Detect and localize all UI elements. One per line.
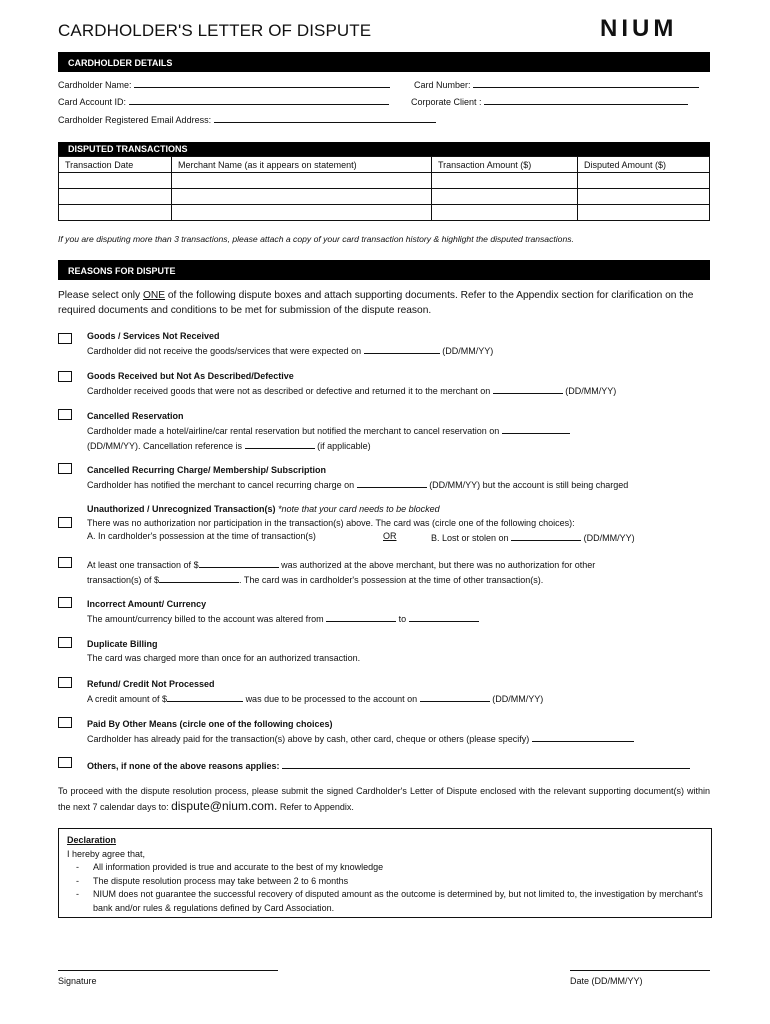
authorized-amount-line[interactable]: [199, 558, 279, 568]
reason-body-goods-not-received: Cardholder did not receive the goods/services that were expected on (DD/MM/YY): [87, 346, 494, 356]
declaration-item: - The dispute resolution process may take between 2 to 6 months: [67, 875, 703, 889]
registered-email-line[interactable]: [214, 113, 436, 123]
signature-line[interactable]: [58, 970, 278, 971]
checkbox-unauthorized[interactable]: [58, 517, 72, 528]
table-row[interactable]: [59, 189, 710, 205]
other-amount-line[interactable]: [159, 573, 239, 583]
date-line[interactable]: [570, 970, 710, 971]
cardholder-name-label: Cardholder Name:: [58, 80, 132, 90]
table-row[interactable]: [59, 173, 710, 189]
disputed-transactions-heading: DISPUTED TRANSACTIONS: [58, 142, 710, 156]
checkbox-paid-other-means[interactable]: [58, 717, 72, 728]
returned-date-line[interactable]: [493, 384, 563, 394]
refund-date-line[interactable]: [420, 692, 490, 702]
checkbox-incorrect-amount[interactable]: [58, 597, 72, 608]
registered-email-field[interactable]: [58, 113, 436, 125]
col-transaction-amount: Transaction Amount ($): [432, 157, 578, 173]
date-label: Date (DD/MM/YY): [570, 976, 643, 986]
table-cell[interactable]: [172, 189, 432, 205]
reason-title-goods-not-received: Goods / Services Not Received: [87, 331, 220, 341]
checkbox-partial-authorization[interactable]: [58, 557, 72, 568]
reason-title-incorrect-amount: Incorrect Amount/ Currency: [87, 599, 207, 609]
checkbox-not-as-described[interactable]: [58, 371, 72, 382]
credit-amount-line[interactable]: [167, 692, 243, 702]
cardholder-name-field[interactable]: [58, 78, 390, 90]
cardholder-details-heading: CARDHOLDER DETAILS: [58, 52, 710, 72]
table-cell[interactable]: [578, 205, 710, 221]
corporate-client-field[interactable]: [411, 95, 688, 107]
table-cell[interactable]: [172, 205, 432, 221]
recurring-cancel-date-line[interactable]: [357, 478, 427, 488]
card-number-label: Card Number:: [414, 80, 471, 90]
reason-body-duplicate-billing: The card was charged more than once for an authorized transaction.: [87, 653, 361, 663]
table-cell[interactable]: [432, 189, 578, 205]
card-number-line[interactable]: [473, 78, 699, 88]
unauthorized-choice-b[interactable]: B. Lost or stolen on (DD/MM/YY): [431, 533, 635, 543]
table-cell[interactable]: [432, 205, 578, 221]
reason-title-not-as-described: Goods Received but Not As Described/Defective: [87, 371, 294, 381]
registered-email-label: Cardholder Registered Email Address:: [58, 115, 212, 125]
reasons-intro: Please select only ONE of the following dispute boxes and attach supporting documents. Refer to the Appendix section for clarification on the required documents and conditions to be met for submission of the dispute reason.: [58, 290, 694, 316]
reason-title-cancelled-reservation: Cancelled Reservation: [87, 411, 184, 421]
reason-title-paid-other-means: Paid By Other Means (circle one of the following choices): [87, 719, 333, 729]
declaration-lead: I hereby agree that,: [67, 848, 146, 859]
reason-title-duplicate-billing: Duplicate Billing: [87, 639, 158, 649]
dispute-email[interactable]: dispute@nium.com.: [171, 799, 278, 813]
reason-body-unauthorized: There was no authorization nor participation in the transaction(s) above. The card was (circle one of the following choices):: [87, 518, 575, 528]
table-cell[interactable]: [432, 173, 578, 189]
col-disputed-amount: Disputed Amount ($): [578, 157, 710, 173]
checkbox-goods-not-received[interactable]: [58, 333, 72, 344]
page-title: CARDHOLDER'S LETTER OF DISPUTE: [58, 21, 372, 40]
unauthorized-or-label: OR: [383, 531, 397, 541]
checkbox-cancelled-recurring[interactable]: [58, 463, 72, 474]
checkbox-cancelled-reservation[interactable]: [58, 409, 72, 420]
card-account-id-line[interactable]: [129, 95, 389, 105]
card-account-id-field[interactable]: [58, 95, 389, 107]
corporate-client-label: Corporate Client :: [411, 97, 482, 107]
checkbox-duplicate-billing[interactable]: [58, 637, 72, 648]
reason-body-refund-not-processed: A credit amount of $ was due to be processed to the account on (DD/MM/YY): [87, 694, 544, 704]
reason-others-field[interactable]: [87, 759, 690, 771]
block-card-note: *note that your card needs to be blocked: [278, 504, 440, 514]
reason-body-not-as-described: Cardholder received goods that were not as described or defective and returned it to the merchant on (DD/MM/YY): [87, 386, 617, 396]
col-merchant-name: Merchant Name (as it appears on statement): [172, 157, 432, 173]
declaration-item: - NIUM does not guarantee the successful recovery of disputed amount as the outcome is determined by, but not limited to, the investigation by merchant's bank and/or rules & regulations defined by Card Association.: [67, 888, 703, 915]
altered-to-line[interactable]: [409, 612, 479, 622]
nium-logo: NIUM: [600, 15, 678, 42]
corporate-client-line[interactable]: [484, 95, 688, 105]
declaration-box: [58, 828, 712, 918]
submission-instructions: To proceed with the dispute resolution process, please submit the signed Cardholder's Letter of Dispute enclosed with the relevant supporting document(s) within the next 7 calendar days to: dispute@nium.com. Refer to Appendix.: [58, 786, 710, 813]
checkbox-refund-not-processed[interactable]: [58, 677, 72, 688]
table-cell[interactable]: [172, 173, 432, 189]
expected-date-line[interactable]: [364, 344, 440, 354]
reason-body-paid-other-means: Cardholder has already paid for the transaction(s) above by cash, other card, cheque or others (please specify): [87, 732, 711, 747]
others-reason-line[interactable]: [282, 759, 690, 769]
reason-body-cancelled-reservation: Cardholder made a hotel/airline/car rental reservation but notified the merchant to cancel reservation on (DD/MM/YY). Cancellation reference is (if applicable): [87, 424, 711, 453]
cardholder-name-line[interactable]: [134, 78, 390, 88]
table-cell[interactable]: [59, 173, 172, 189]
checkbox-others[interactable]: [58, 757, 72, 768]
reason-body-partial-authorization: At least one transaction of $ was authorized at the above merchant, but there was no authorization for other transaction(s) of $ . The card was in cardholder's possession at the time of other transaction(s).: [87, 560, 596, 585]
intro-one-emphasis: ONE: [142, 290, 166, 301]
reason-title-others: Others, if none of the above reasons applies:: [87, 761, 280, 771]
signature-label: Signature: [58, 976, 97, 986]
reason-title-refund-not-processed: Refund/ Credit Not Processed: [87, 679, 215, 689]
table-row[interactable]: [59, 205, 710, 221]
cancellation-reference-line[interactable]: [245, 439, 315, 449]
table-header-row: [59, 157, 710, 173]
lost-stolen-date-line[interactable]: [511, 531, 581, 541]
transactions-note: If you are disputing more than 3 transactions, please attach a copy of your card transaction history & highlight the disputed transactions.: [58, 234, 574, 244]
unauthorized-choice-a[interactable]: A. In cardholder's possession at the time of transaction(s): [87, 531, 316, 541]
altered-from-line[interactable]: [326, 612, 396, 622]
reasons-heading: REASONS FOR DISPUTE: [58, 260, 710, 280]
cancel-date-line[interactable]: [502, 424, 570, 434]
table-cell[interactable]: [578, 189, 710, 205]
transactions-table: [58, 156, 710, 221]
reason-body-cancelled-recurring: Cardholder has notified the merchant to cancel recurring charge on (DD/MM/YY) but the account is still being charged: [87, 480, 629, 490]
table-cell[interactable]: [59, 205, 172, 221]
declaration-item: - All information provided is true and accurate to the best of my knowledge: [67, 861, 703, 875]
table-cell[interactable]: [59, 189, 172, 205]
reason-title-unauthorized: Unauthorized / Unrecognized Transaction(s) *note that your card needs to be blocked: [87, 504, 440, 514]
card-account-id-label: Card Account ID:: [58, 97, 127, 107]
table-cell[interactable]: [578, 173, 710, 189]
reason-body-incorrect-amount: The amount/currency billed to the account was altered from to: [87, 612, 711, 627]
reason-title-cancelled-recurring: Cancelled Recurring Charge/ Membership/ Subscription: [87, 465, 327, 475]
other-means-specify-line[interactable]: [532, 732, 634, 742]
card-number-field[interactable]: [414, 78, 699, 90]
col-transaction-date: Transaction Date: [59, 157, 172, 173]
declaration-list: [67, 861, 703, 915]
declaration-heading: Declaration: [67, 835, 117, 845]
